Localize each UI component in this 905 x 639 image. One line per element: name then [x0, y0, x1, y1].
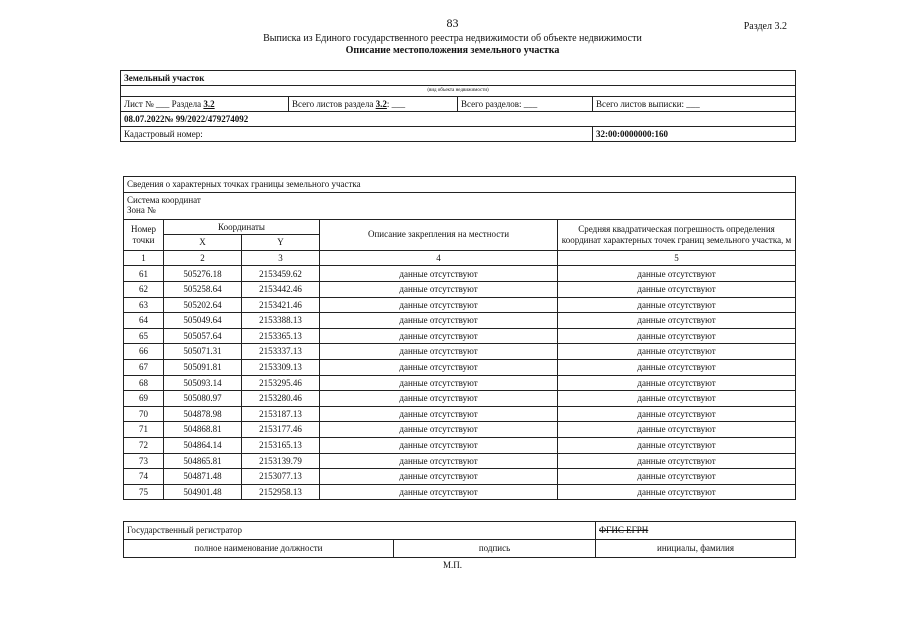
coord-y: 2153280.46: [242, 391, 320, 407]
point-number: 62: [124, 281, 164, 297]
table-row: [124, 391, 796, 407]
total-sections: Всего разделов: ___: [458, 97, 593, 112]
coord-x: 505258.64: [164, 281, 242, 297]
coord-x: 505080.97: [164, 391, 242, 407]
table-row: [124, 297, 796, 313]
registry-system: ФГИС ЕГРН: [596, 522, 796, 540]
coord-y: 2153459.62: [242, 266, 320, 282]
col-y: Y: [242, 235, 320, 251]
table-row: [124, 484, 796, 500]
total-sheets-cell: [289, 97, 458, 112]
coord-x: 505091.81: [164, 359, 242, 375]
coord-x: 504868.81: [164, 422, 242, 438]
description: данные отсутствуют: [320, 469, 558, 485]
point-number: 74: [124, 469, 164, 485]
coord-x: 504871.48: [164, 469, 242, 485]
error-value: данные отсутствуют: [558, 406, 796, 422]
point-number: 75: [124, 484, 164, 500]
point-number: 63: [124, 297, 164, 313]
coord-x: 505049.64: [164, 313, 242, 329]
column-numbers-row: [124, 250, 796, 266]
coord-x: 504901.48: [164, 484, 242, 500]
document-subtitle: Описание местоположения земельного участка: [345, 45, 560, 56]
point-number: 64: [124, 313, 164, 329]
point-number: 73: [124, 453, 164, 469]
coord-y: 2153187.13: [242, 406, 320, 422]
coord-y: 2153337.13: [242, 344, 320, 360]
description: данные отсутствуют: [320, 281, 558, 297]
error-value: данные отсутствуют: [558, 375, 796, 391]
error-value: данные отсутствуют: [558, 281, 796, 297]
coord-y: 2153421.46: [242, 297, 320, 313]
date-number: 08.07.2022№ 99/2022/479274092: [121, 112, 796, 127]
table-row: [124, 281, 796, 297]
error-value: данные отсутствуют: [558, 344, 796, 360]
section-label: Раздел 3.2: [743, 21, 787, 32]
error-value: данные отсутствуют: [558, 391, 796, 407]
table-body: [124, 266, 796, 500]
description: данные отсутствуют: [320, 344, 558, 360]
error-value: данные отсутствуют: [558, 422, 796, 438]
col-number: 4: [320, 250, 558, 266]
document-title: Выписка из Единого государственного реестра недвижимости об объекте недвижимости: [263, 33, 642, 44]
col-number: 1: [124, 250, 164, 266]
description: данные отсутствуют: [320, 391, 558, 407]
coord-system: Система координат: [127, 194, 201, 205]
table-row: [124, 406, 796, 422]
description: данные отсутствуют: [320, 437, 558, 453]
coord-y: 2153442.46: [242, 281, 320, 297]
coord-x: 505071.31: [164, 344, 242, 360]
signature-caption: подпись: [394, 540, 596, 558]
cadastral-label: Кадастровый номер:: [121, 127, 593, 142]
section-title: Сведения о характерных точках границы земельного участка: [124, 177, 796, 193]
description: данные отсутствуют: [320, 453, 558, 469]
stamp-place: М.П.: [442, 560, 462, 570]
point-number: 71: [124, 422, 164, 438]
error-value: данные отсутствуют: [558, 328, 796, 344]
coord-x: 504878.98: [164, 406, 242, 422]
description: данные отсутствуют: [320, 406, 558, 422]
col-error: Средняя квадратическая погрешность определения координат характерных точек границ земельного участка, м: [558, 219, 796, 250]
coord-system-cell: [124, 192, 796, 219]
description: данные отсутствуют: [320, 313, 558, 329]
registrar-title: Государственный регистратор: [124, 522, 596, 540]
table-row: [124, 344, 796, 360]
coord-y: 2153295.46: [242, 375, 320, 391]
col-number: 3: [242, 250, 320, 266]
table-row: [124, 437, 796, 453]
initials-caption: инициалы, фамилия: [596, 540, 796, 558]
cadastral-value: 32:00:0000000:160: [593, 127, 796, 142]
description: данные отсутствуют: [320, 266, 558, 282]
description: данные отсутствуют: [320, 484, 558, 500]
signature-table: [123, 521, 796, 558]
col-number: 2: [164, 250, 242, 266]
table-row: [124, 422, 796, 438]
table-row: [124, 328, 796, 344]
coord-y: 2153177.46: [242, 422, 320, 438]
point-number: 67: [124, 359, 164, 375]
coord-x: 504864.14: [164, 437, 242, 453]
coord-y: 2153365.13: [242, 328, 320, 344]
table-row: [124, 469, 796, 485]
coord-x: 505276.18: [164, 266, 242, 282]
col-point-number: Номер точки: [124, 219, 164, 250]
total-sheets-suffix: : ___: [386, 98, 406, 109]
description: данные отсутствуют: [320, 422, 558, 438]
col-x: X: [164, 235, 242, 251]
coord-x: 505093.14: [164, 375, 242, 391]
point-number: 72: [124, 437, 164, 453]
object-type: Земельный участок: [121, 71, 796, 86]
coord-y: 2153077.13: [242, 469, 320, 485]
description: данные отсутствуют: [320, 375, 558, 391]
coord-y: 2153139.79: [242, 453, 320, 469]
point-number: 70: [124, 406, 164, 422]
table-row: [124, 359, 796, 375]
description: данные отсутствуют: [320, 297, 558, 313]
table-row: [124, 453, 796, 469]
total-extract-sheets: Всего листов выписки: ___: [593, 97, 796, 112]
coord-y: 2152958.13: [242, 484, 320, 500]
coord-y: 2153388.13: [242, 313, 320, 329]
coord-x: 504865.81: [164, 453, 242, 469]
error-value: данные отсутствуют: [558, 484, 796, 500]
point-number: 65: [124, 328, 164, 344]
total-sheets-label: Всего листов раздела: [292, 98, 376, 109]
point-number: 66: [124, 344, 164, 360]
section-ref: 3.2: [203, 98, 215, 109]
zone: Зона №: [127, 204, 156, 215]
coord-x: 505202.64: [164, 297, 242, 313]
description: данные отсутствуют: [320, 359, 558, 375]
object-header-table: [120, 70, 796, 142]
point-number: 61: [124, 266, 164, 282]
error-value: данные отсутствуют: [558, 469, 796, 485]
col-coordinates: Координаты: [164, 219, 320, 235]
coord-y: 2153165.13: [242, 437, 320, 453]
col-description: Описание закрепления на местности: [320, 219, 558, 250]
coord-y: 2153309.13: [242, 359, 320, 375]
table-row: [124, 375, 796, 391]
coord-x: 505057.64: [164, 328, 242, 344]
point-number: 68: [124, 375, 164, 391]
page-number: 83: [446, 16, 459, 30]
error-value: данные отсутствуют: [558, 359, 796, 375]
sheet-number-cell: [121, 97, 289, 112]
table-row: [124, 266, 796, 282]
description: данные отсутствуют: [320, 328, 558, 344]
object-type-caption: (вид объекта недвижимости): [121, 86, 796, 97]
sheet-label: Лист № ___ Раздела: [124, 98, 204, 109]
error-value: данные отсутствуют: [558, 453, 796, 469]
table-row: [124, 313, 796, 329]
error-value: данные отсутствуют: [558, 266, 796, 282]
col-number: 5: [558, 250, 796, 266]
position-caption: полное наименование должности: [124, 540, 394, 558]
total-sheets-ref: 3.2: [375, 98, 387, 109]
boundary-points-table: [123, 176, 796, 500]
point-number: 69: [124, 391, 164, 407]
error-value: данные отсутствуют: [558, 313, 796, 329]
error-value: данные отсутствуют: [558, 297, 796, 313]
error-value: данные отсутствуют: [558, 437, 796, 453]
